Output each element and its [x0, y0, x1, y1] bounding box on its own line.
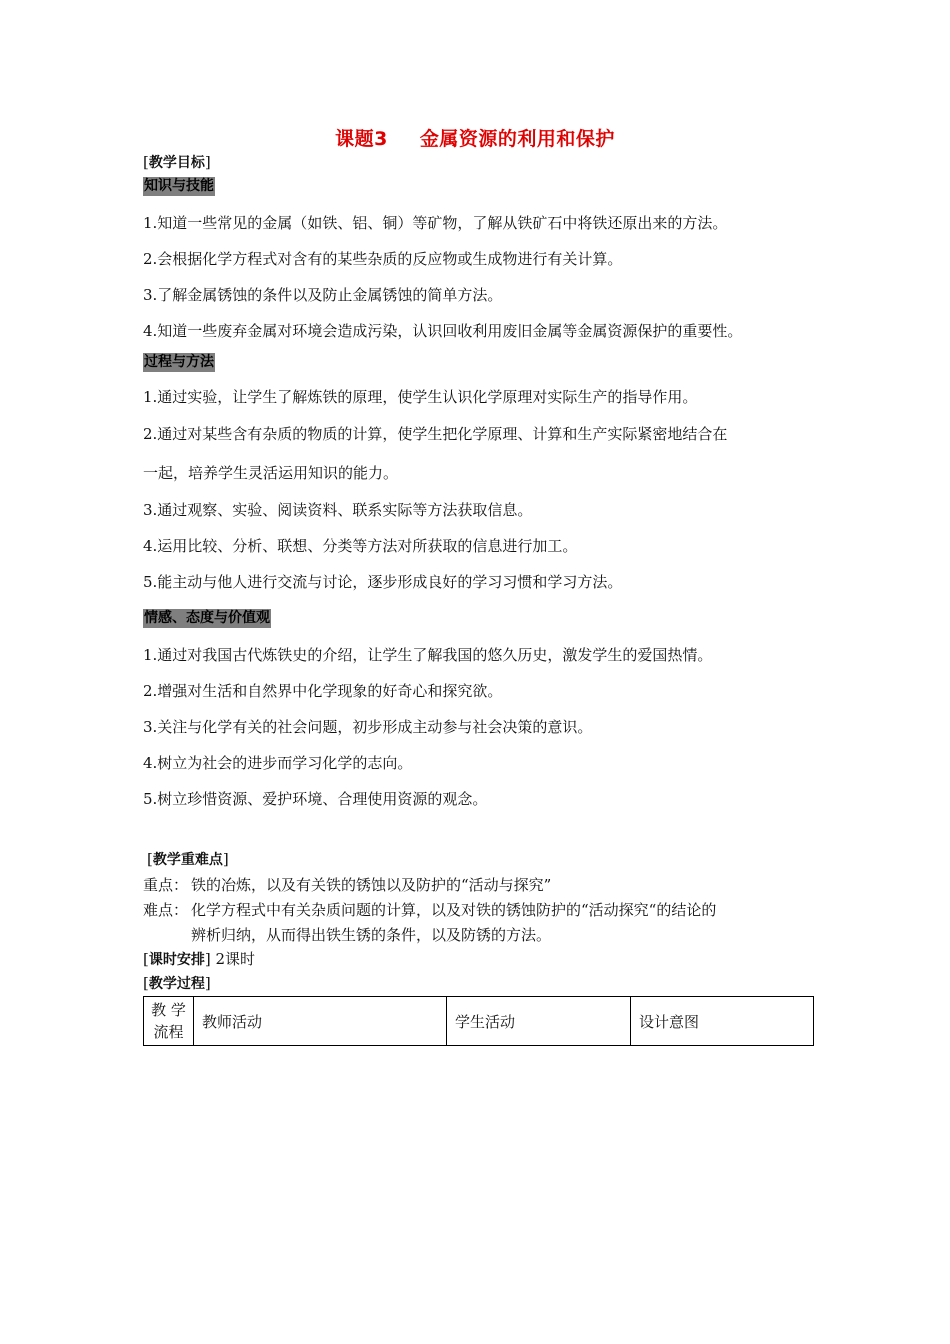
emotion-item: 5.树立珍惜资源、爱护环境、合理使用资源的观念。: [143, 790, 488, 808]
process-item: 3.通过观察、实验、阅读资料、联系实际等方法获取信息。: [143, 501, 533, 519]
objectives-header: [教学目标]: [143, 153, 211, 171]
process-item: 5.能主动与他人进行交流与讨论，逐步形成良好的学习习惯和学习方法。: [143, 573, 623, 591]
teaching-process-header: [教学过程]: [143, 974, 211, 992]
knowledge-item: 2.会根据化学方程式对含有的某些杂质的反应物或生成物进行有关计算。: [143, 250, 623, 268]
schedule-header: 课时安排: [148, 952, 205, 968]
knowledge-item: 4.知道一些废弃金属对环境会造成污染，认识回收利用废旧金属等金属资源保护的重要性。: [143, 322, 743, 340]
focus-label: 重点：: [143, 876, 189, 894]
emotion-item: 2.增强对生活和自然界中化学现象的好奇心和探究欲。: [143, 682, 503, 700]
table-header-flow: 教 学 流程: [144, 997, 194, 1046]
table-header-student: 学生活动: [447, 997, 631, 1046]
page-title: [0, 124, 950, 151]
emotion-item: 4.树立为社会的进步而学习化学的志向。: [143, 754, 413, 772]
keypoints-header: [教学重难点]: [147, 850, 229, 868]
process-item: 2.通过对某些含有杂质的物质的计算，使学生把化学原理、计算和生产实际紧密地结合在: [143, 425, 728, 443]
title-topic: 金属资源的利用和保护: [419, 128, 615, 150]
emotion-values-heading: 情感、态度与价值观: [144, 610, 270, 626]
knowledge-skills-heading: 知识与技能: [144, 178, 214, 194]
knowledge-item: 3.了解金属锈蚀的条件以及防止金属锈蚀的简单方法。: [143, 286, 503, 304]
schedule-line: [课时安排] 2课时: [143, 950, 256, 968]
difficulty-text-line1: 化学方程式中有关杂质问题的计算，以及对铁的锈蚀防护的“活动探究“的结论的: [191, 901, 717, 919]
table-header-intent: 设计意图: [631, 997, 814, 1046]
focus-text: 铁的冶炼，以及有关铁的锈蚀以及防护的“活动与探究”: [191, 876, 552, 894]
process-item: 1.通过实验，让学生了解炼铁的原理，使学生认识化学原理对实际生产的指导作用。: [143, 388, 698, 406]
table-header-teacher: 教师活动: [194, 997, 447, 1046]
emotion-item: 3.关注与化学有关的社会问题，初步形成主动参与社会决策的意识。: [143, 718, 593, 736]
teaching-process-table: [143, 996, 814, 1046]
process-method-heading: 过程与方法: [144, 354, 214, 370]
table-row: [144, 997, 814, 1046]
knowledge-item: 1.知道一些常见的金属（如铁、铝、铜）等矿物，了解从铁矿石中将铁还原出来的方法。: [143, 214, 728, 232]
title-lesson-number: 课题3: [335, 128, 388, 150]
difficulty-text-line2: 辨析归纳，从而得出铁生锈的条件，以及防锈的方法。: [191, 926, 552, 944]
process-item: 一起，培养学生灵活运用知识的能力。: [143, 464, 399, 482]
emotion-item: 1.通过对我国古代炼铁史的介绍，让学生了解我国的悠久历史，激发学生的爱国热情。: [143, 646, 713, 664]
schedule-value: 2课时: [215, 950, 256, 968]
process-item: 4.运用比较、分析、联想、分类等方法对所获取的信息进行加工。: [143, 537, 578, 555]
difficulty-label: 难点：: [143, 901, 189, 919]
